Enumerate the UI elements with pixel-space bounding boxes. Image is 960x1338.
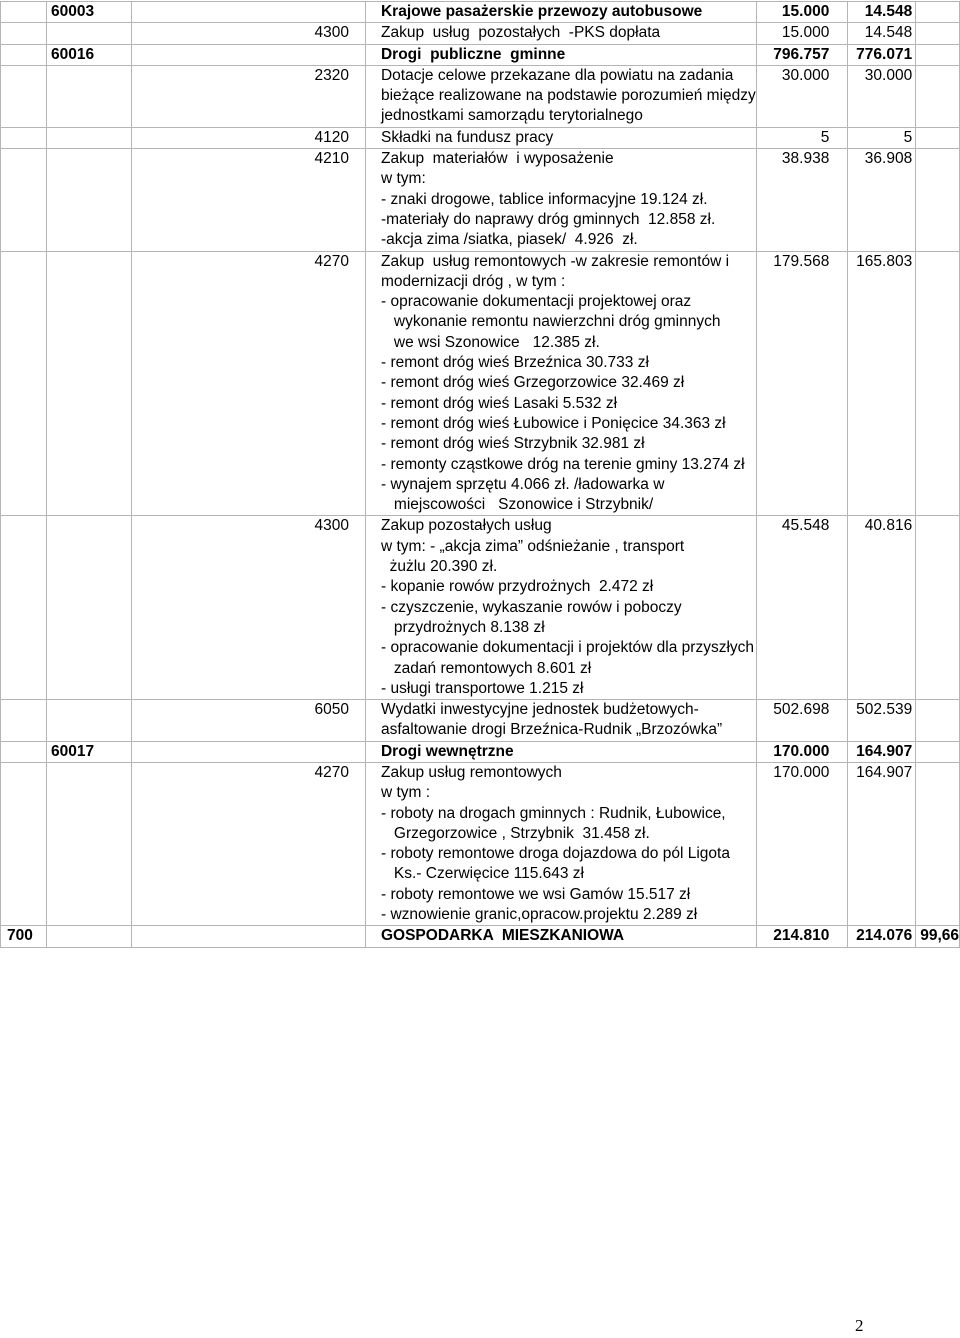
paragraph-cell: 6050 (132, 700, 366, 742)
description-line: Zakup pozostałych usług (380, 517, 552, 535)
description-cell (365, 127, 756, 148)
percent-cell (916, 741, 960, 762)
description-line: -akcja zima /siatka, piasek/ 4.926 zł. (380, 231, 638, 249)
percent-cell (916, 149, 960, 251)
description-line: Wydatki inwestycyjne jednostek budżetowych- (380, 701, 699, 719)
description-line: Drogi publiczne gminne (380, 45, 566, 63)
percent-cell (916, 251, 960, 516)
description-line: wykonanie remontu nawierzchni dróg gminnych (380, 313, 721, 331)
percent-cell (916, 23, 960, 44)
division-cell (1, 149, 47, 251)
plan-value-cell: 15.000 (756, 2, 848, 23)
plan-value-cell: 502.698 (756, 700, 848, 742)
description-line: - roboty remontowe droga dojazdowa do pól Ligota (380, 845, 730, 863)
division-cell (1, 251, 47, 516)
chapter-cell (46, 926, 131, 947)
chapter-cell (46, 127, 131, 148)
chapter-cell: 60016 (46, 44, 131, 65)
paragraph-cell (132, 926, 366, 947)
description-cell (365, 741, 756, 762)
percent-cell (916, 44, 960, 65)
division-cell (1, 65, 47, 127)
chapter-cell (46, 23, 131, 44)
plan-value-cell: 170.000 (756, 741, 848, 762)
description-line: - roboty na drogach gminnych : Rudnik, Łubowice, (380, 804, 726, 822)
chapter-cell (46, 516, 131, 700)
description-line: - kopanie rowów przydrożnych 2.472 zł (380, 578, 654, 596)
description-line: w tym : (380, 784, 431, 802)
plan-value-cell: 796.757 (756, 44, 848, 65)
execution-value-cell: 164.907 (848, 741, 916, 762)
description-line: bieżące realizowane na podstawie porozumień między (380, 87, 756, 105)
percent-cell (916, 700, 960, 742)
description-line: - wynajem sprzętu 4.066 zł. /ładowarka w (380, 475, 665, 493)
description-line: - wznowienie granic,opracow.projektu 2.289 zł (380, 906, 698, 924)
table-row (1, 251, 960, 516)
description-cell (365, 44, 756, 65)
plan-value-cell: 45.548 (756, 516, 848, 700)
description-line: Ks.- Czerwięcice 115.643 zł (380, 865, 584, 883)
percent-cell (916, 127, 960, 148)
description-line: Grzegorzowice , Strzybnik 31.458 zł. (380, 824, 650, 842)
description-line: Drogi wewnętrzne (380, 742, 514, 760)
paragraph-cell: 4300 (132, 23, 366, 44)
description-line: zadań remontowych 8.601 zł (380, 659, 592, 677)
division-cell (1, 516, 47, 700)
description-cell (365, 2, 756, 23)
budget-table (0, 1, 960, 948)
description-line: modernizacji dróg , w tym : (380, 272, 566, 290)
paragraph-cell: 4120 (132, 127, 366, 148)
paragraph-cell: 4210 (132, 149, 366, 251)
description-cell (365, 762, 756, 925)
execution-value-cell: 30.000 (848, 65, 916, 127)
description-line: - opracowanie dokumentacji i projektów dla przyszłych (380, 639, 755, 657)
table-row (1, 65, 960, 127)
description-line: w tym: (380, 170, 426, 188)
description-line: - roboty remontowe we wsi Gamów 15.517 zł (380, 885, 691, 903)
description-cell (365, 700, 756, 742)
execution-value-cell: 14.548 (848, 23, 916, 44)
table-row (1, 149, 960, 251)
description-line: - remont dróg wieś Brzeźnica 30.733 zł (380, 354, 649, 372)
description-line: Zakup materiałów i wyposażenie (380, 150, 614, 168)
description-line: - opracowanie dokumentacji projektowej oraz (380, 293, 692, 311)
description-cell (365, 516, 756, 700)
table-row (1, 762, 960, 925)
description-line: miejscowości Szonowice i Strzybnik/ (380, 496, 654, 514)
description-line: we wsi Szonowice 12.385 zł. (380, 333, 600, 351)
execution-value-cell: 40.816 (848, 516, 916, 700)
execution-value-cell: 164.907 (848, 762, 916, 925)
plan-value-cell: 15.000 (756, 23, 848, 44)
chapter-cell: 60003 (46, 2, 131, 23)
description-line: GOSPODARKA MIESZKANIOWA (380, 927, 625, 945)
description-line: Zakup usług remontowych -w zakresie remontów i (380, 252, 730, 270)
division-cell (1, 127, 47, 148)
paragraph-cell (132, 44, 366, 65)
plan-value-cell: 214.810 (756, 926, 848, 947)
description-line: - remont dróg wieś Lasaki 5.532 zł (380, 394, 618, 412)
execution-value-cell: 776.071 (848, 44, 916, 65)
description-line: -materiały do naprawy dróg gminnych 12.858 zł. (380, 210, 716, 228)
division-cell: 700 (1, 926, 47, 947)
plan-value-cell: 5 (756, 127, 848, 148)
description-line: w tym: - „akcja zima” odśnieżanie , transport (380, 537, 685, 555)
paragraph-cell: 4300 (132, 516, 366, 700)
description-line: - znaki drogowe, tablice informacyjne 19.124 zł. (380, 190, 708, 208)
chapter-cell (46, 762, 131, 925)
percent-cell (916, 516, 960, 700)
chapter-cell (46, 65, 131, 127)
division-cell (1, 700, 47, 742)
division-cell (1, 741, 47, 762)
division-cell (1, 2, 47, 23)
table-row (1, 700, 960, 742)
description-line: Krajowe pasażerskie przewozy autobusowe (380, 3, 703, 20)
paragraph-cell: 4270 (132, 762, 366, 925)
execution-value-cell: 5 (848, 127, 916, 148)
description-cell (365, 65, 756, 127)
budget-table-body (1, 2, 960, 948)
division-cell (1, 44, 47, 65)
description-line: Dotacje celowe przekazane dla powiatu na zadania (380, 66, 734, 84)
plan-value-cell: 179.568 (756, 251, 848, 516)
plan-value-cell: 38.938 (756, 149, 848, 251)
plan-value-cell: 170.000 (756, 762, 848, 925)
description-cell (365, 149, 756, 251)
table-row (1, 23, 960, 44)
description-line: - remont dróg wieś Grzegorzowice 32.469 zł (380, 374, 685, 392)
chapter-cell (46, 700, 131, 742)
description-line: przydrożnych 8.138 zł (380, 618, 545, 636)
description-cell (365, 251, 756, 516)
description-cell (365, 926, 756, 947)
division-cell (1, 762, 47, 925)
description-line: - remont dróg wieś Łubowice i Ponięcice 34.363 zł (380, 414, 726, 432)
description-line: żużlu 20.390 zł. (380, 558, 498, 576)
percent-cell (916, 762, 960, 925)
execution-value-cell: 165.803 (848, 251, 916, 516)
chapter-cell (46, 251, 131, 516)
execution-value-cell: 36.908 (848, 149, 916, 251)
description-line: Składki na fundusz pracy (380, 128, 554, 146)
table-row (1, 2, 960, 23)
division-cell (1, 23, 47, 44)
table-row (1, 926, 960, 947)
description-line: jednostkami samorządu terytorialnego (380, 107, 643, 125)
paragraph-cell (132, 2, 366, 23)
paragraph-cell: 4270 (132, 251, 366, 516)
page-number: 2 (855, 1316, 864, 1335)
chapter-cell (46, 149, 131, 251)
table-row (1, 127, 960, 148)
description-line: Zakup usług remontowych (380, 763, 562, 781)
description-line: - remont dróg wieś Strzybnik 32.981 zł (380, 435, 645, 453)
percent-cell (916, 65, 960, 127)
paragraph-cell: 2320 (132, 65, 366, 127)
chapter-cell: 60017 (46, 741, 131, 762)
execution-value-cell: 502.539 (848, 700, 916, 742)
plan-value-cell: 30.000 (756, 65, 848, 127)
paragraph-cell (132, 741, 366, 762)
description-line: Zakup usług pozostałych -PKS dopłata (380, 24, 661, 42)
execution-value-cell: 14.548 (848, 2, 916, 23)
percent-cell (916, 2, 960, 23)
execution-value-cell: 214.076 (848, 926, 916, 947)
description-line: - remonty cząstkowe dróg na terenie gminy 13.274 zł (380, 455, 745, 473)
description-line: - czyszczenie, wykaszanie rowów i poboczy (380, 598, 682, 616)
description-cell (365, 23, 756, 44)
table-row (1, 516, 960, 700)
description-line: asfaltowanie drogi Brzeźnica-Rudnik „Brzozówka” (380, 721, 723, 739)
description-line: - usługi transportowe 1.215 zł (380, 679, 584, 697)
table-row (1, 44, 960, 65)
table-row (1, 741, 960, 762)
percent-cell: 99,66 (916, 926, 960, 947)
